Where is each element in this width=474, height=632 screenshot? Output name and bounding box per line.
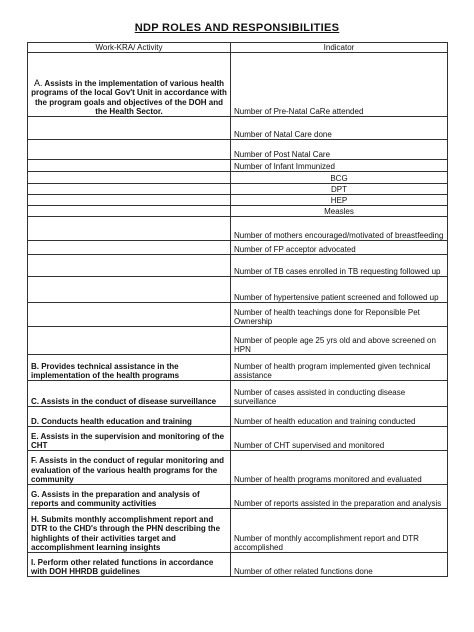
table-row <box>28 303 448 327</box>
table-row <box>28 327 448 355</box>
indicator-cell: Number of health education and training conducted <box>231 407 448 427</box>
indicator-cell: Number of other related functions done <box>231 553 448 577</box>
table-row <box>28 117 448 140</box>
activity-cell: B. Provides technical assistance in the implementation of the health programs <box>28 355 231 381</box>
activity-cell <box>28 160 231 172</box>
table-row <box>28 206 448 217</box>
table-row <box>28 451 448 485</box>
activity-cell: H. Submits monthly accomplishment report and DTR to the CHD's through the PHN describing the highlights of their activities target and accomplishment learning insights <box>28 509 231 553</box>
indicator-cell: Number of cases assisted in conducting disease surveillance <box>231 381 448 407</box>
table-row <box>28 195 448 206</box>
indicator-cell: Number of Post Natal Care <box>231 140 448 160</box>
indicator-cell: Number of health programs monitored and evaluated <box>231 451 448 485</box>
activity-cell <box>28 195 231 206</box>
activity-cell: I. Perform other related functions in accordance with DOH HHRDB guidelines <box>28 553 231 577</box>
activity-a-text: Assists in the implementation of various health programs of the local Gov't Unit in accordance with the program goals and objectives of the DOH and the Health Sector. <box>31 78 227 116</box>
activity-cell <box>28 140 231 160</box>
indicator-cell: HEP <box>231 195 448 206</box>
indicator-cell: Number of hypertensive patient screened and followed up <box>231 277 448 303</box>
indicator-cell: DPT <box>231 184 448 195</box>
table-header-row <box>28 43 448 53</box>
activity-cell <box>28 303 231 327</box>
indicator-cell: Number of health program implemented given technical assistance <box>231 355 448 381</box>
table-row <box>28 53 448 117</box>
activity-cell <box>28 241 231 255</box>
roles-table <box>27 42 448 577</box>
activity-cell <box>28 117 231 140</box>
table-row <box>28 184 448 195</box>
indicator-cell: Number of Infant Immunized <box>231 160 448 172</box>
table-row <box>28 509 448 553</box>
activity-cell <box>28 172 231 184</box>
indicator-cell: Number of Pre-Natal CaRe attended <box>231 53 448 117</box>
table-row <box>28 553 448 577</box>
activity-cell <box>28 206 231 217</box>
indicator-cell: Number of monthly accomplishment report and DTR accomplished <box>231 509 448 553</box>
table-row <box>28 255 448 277</box>
header-indicator: Indicator <box>231 43 448 53</box>
table-row <box>28 277 448 303</box>
indicator-cell: Number of Natal Care done <box>231 117 448 140</box>
table-row <box>28 381 448 407</box>
indicator-cell: Number of TB cases enrolled in TB requesting followed up <box>231 255 448 277</box>
header-activity: Work-KRA/ Activity <box>28 43 231 53</box>
table-row <box>28 241 448 255</box>
table-row <box>28 485 448 509</box>
indicator-cell: Number of reports assisted in the preparation and analysis <box>231 485 448 509</box>
activity-cell: F. Assists in the conduct of regular monitoring and evaluation of the various health programs for the community <box>28 451 231 485</box>
table-row <box>28 355 448 381</box>
table-row <box>28 217 448 241</box>
indicator-cell: Number of FP acceptor advocated <box>231 241 448 255</box>
activity-cell <box>28 277 231 303</box>
table-row <box>28 427 448 451</box>
table-row <box>28 407 448 427</box>
activity-cell <box>28 255 231 277</box>
indicator-cell: Number of CHT supervised and monitored <box>231 427 448 451</box>
table-row <box>28 160 448 172</box>
table-row <box>28 172 448 184</box>
activity-cell: C. Assists in the conduct of disease surveillance <box>28 381 231 407</box>
indicator-cell: Number of mothers encouraged/motivated of breastfeeding <box>231 217 448 241</box>
indicator-cell: BCG <box>231 172 448 184</box>
table-row <box>28 140 448 160</box>
indicator-cell: Number of people age 25 yrs old and above screened on HPN <box>231 327 448 355</box>
activity-cell: E. Assists in the supervision and monitoring of the CHT <box>28 427 231 451</box>
activity-a-letter: A. <box>33 77 43 88</box>
activity-cell: G. Assists in the preparation and analysis of reports and community activities <box>28 485 231 509</box>
activity-cell <box>28 327 231 355</box>
activity-cell: D. Conducts health education and training <box>28 407 231 427</box>
page-title: NDP ROLES AND RESPONSIBILITIES <box>134 22 340 34</box>
indicator-cell: Measles <box>231 206 448 217</box>
indicator-cell: Number of health teachings done for Reponsible Pet Ownership <box>231 303 448 327</box>
activity-cell <box>28 217 231 241</box>
activity-cell <box>28 184 231 195</box>
activity-a-cell <box>28 53 231 117</box>
